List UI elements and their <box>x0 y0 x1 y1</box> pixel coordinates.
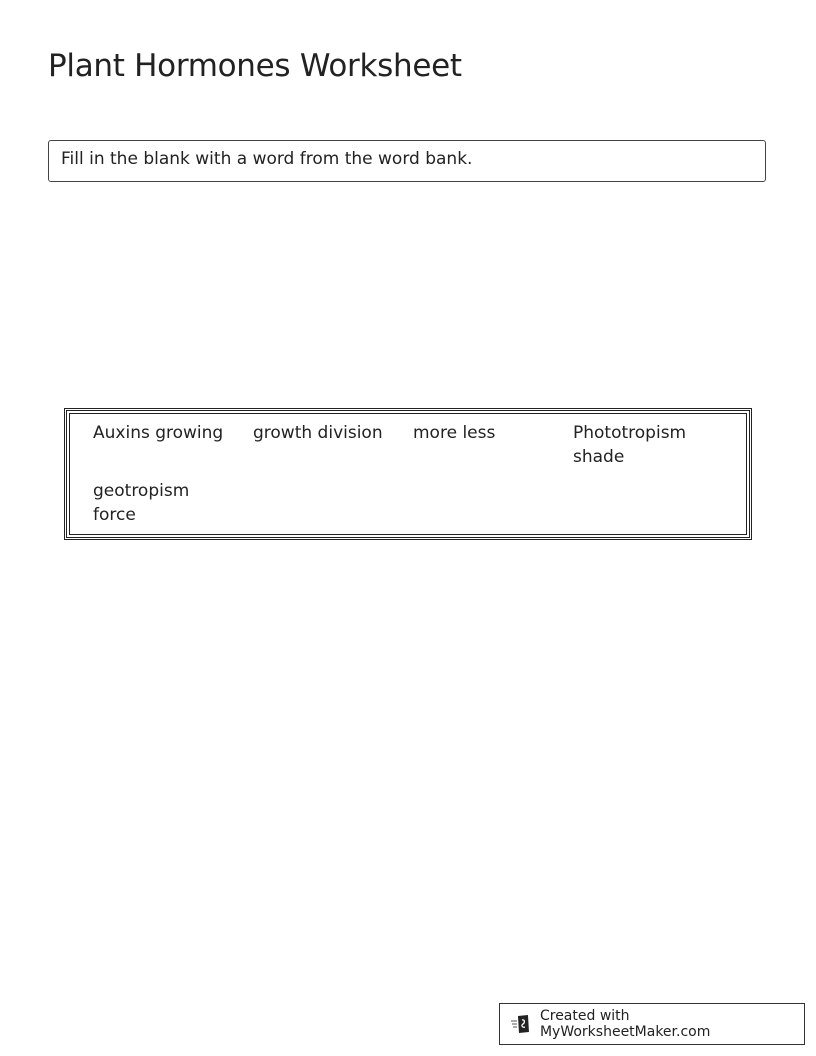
footer-badge[interactable] <box>499 1003 805 1045</box>
word-bank <box>64 408 752 540</box>
word-bank-item: shade <box>573 447 625 467</box>
page-title: Plant Hormones Worksheet <box>48 48 462 84</box>
worksheet-maker-logo-icon <box>510 1013 532 1035</box>
footer-label: Created with MyWorksheetMaker.com <box>539 1008 711 1040</box>
word-bank-item: Phototropism <box>573 423 687 443</box>
word-bank-item: geotropism <box>93 481 190 501</box>
instructions-box: Fill in the blank with a word from the word bank. <box>48 140 766 182</box>
word-bank-item: growth division <box>253 423 383 443</box>
word-bank-item: Auxins growing <box>93 423 224 443</box>
word-bank-item: more less <box>413 423 496 443</box>
word-bank-item: force <box>93 505 136 525</box>
